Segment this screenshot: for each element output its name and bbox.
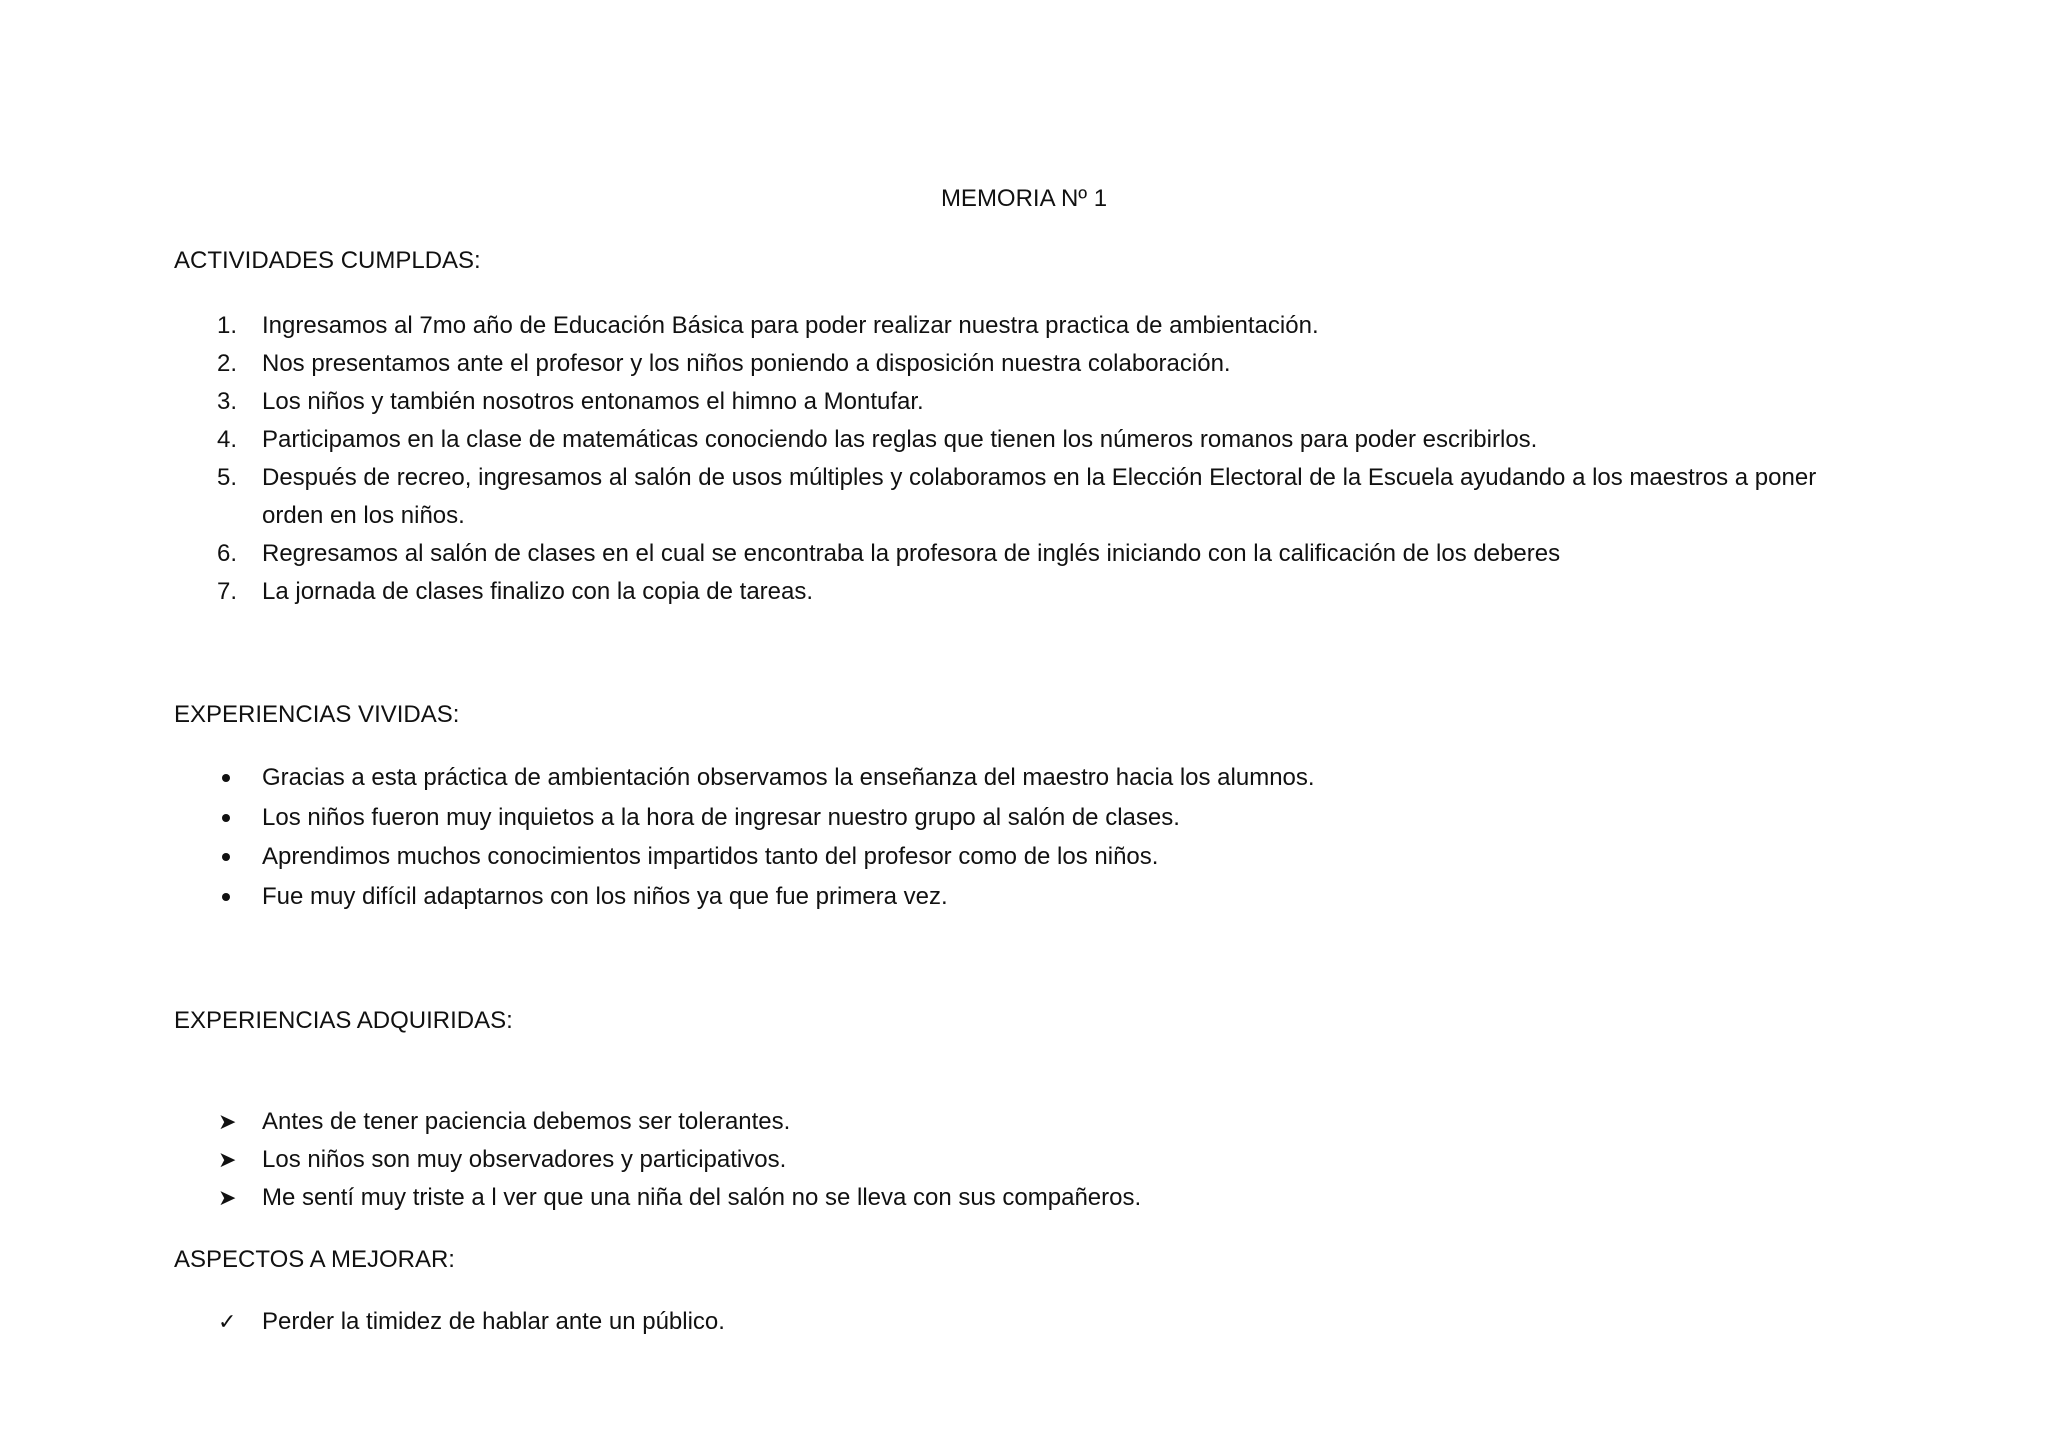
list-item-text: Antes de tener paciencia debemos ser tolerantes.: [262, 1108, 791, 1135]
list-item-text: Después de recreo, ingresamos al salón de usos múltiples y colaboramos en la Elección Electoral de la Escuela ayudando a los maestros a poner orden en los niños.: [262, 464, 1817, 529]
list-item: [174, 837, 1854, 877]
arrowhead-bullet-icon: ➤: [218, 1147, 237, 1172]
vividas-list: [174, 758, 1854, 916]
list-item: [174, 758, 1854, 798]
bullet-dot-icon: [222, 774, 230, 782]
list-item: [174, 459, 1854, 535]
list-number: 1.: [217, 312, 238, 339]
list-item-text: Los niños fueron muy inquietos a la hora de ingresar nuestro grupo al salón de clases.: [262, 803, 1180, 831]
list-item: [174, 573, 1854, 611]
list-item: [174, 421, 1854, 459]
list-item: [174, 535, 1854, 573]
list-item-text: Los niños y también nosotros entonamos el himno a Montufar.: [262, 388, 924, 415]
section-heading-actividades: ACTIVIDADES CUMPLDAS:: [174, 247, 481, 274]
list-item: [174, 798, 1854, 838]
arrowhead-bullet-icon: ➤: [218, 1185, 237, 1210]
list-item-text: Regresamos al salón de clases en el cual se encontraba la profesora de inglés iniciando con la calificación de los deberes: [262, 540, 1561, 567]
section-heading-vividas: EXPERIENCIAS VIVIDAS:: [174, 701, 460, 728]
list-item-text: Perder la timidez de hablar ante un público.: [262, 1308, 725, 1335]
list-number: 4.: [217, 426, 238, 453]
list-item: [174, 307, 1854, 345]
list-number: 6.: [217, 540, 238, 567]
list-item: [174, 1303, 1854, 1341]
section-heading-adquiridas: EXPERIENCIAS ADQUIRIDAS:: [174, 1007, 513, 1034]
list-item: [174, 877, 1854, 917]
section-heading-mejorar: ASPECTOS A MEJORAR:: [174, 1246, 455, 1273]
list-number: 7.: [217, 578, 238, 605]
list-number: 3.: [217, 388, 238, 415]
list-item-text: Participamos en la clase de matemáticas conociendo las reglas que tienen los números romanos para poder escribirlos.: [262, 426, 1538, 453]
list-item: [174, 1179, 1854, 1217]
list-item-text: Me sentí muy triste a l ver que una niña del salón no se lleva con sus compañeros.: [262, 1184, 1142, 1211]
list-item: [174, 1141, 1854, 1179]
list-item: [174, 1103, 1854, 1141]
mejorar-list: [174, 1303, 1854, 1341]
document-title: MEMORIA Nº 1: [940, 185, 1108, 212]
list-number: 5.: [217, 464, 238, 491]
list-number: 2.: [217, 350, 238, 377]
list-item-text: La jornada de clases finalizo con la copia de tareas.: [262, 578, 814, 605]
arrowhead-bullet-icon: ➤: [218, 1109, 237, 1134]
list-item-text: Los niños son muy observadores y participativos.: [262, 1146, 787, 1173]
actividades-list: [174, 307, 1854, 611]
list-item-text: Ingresamos al 7mo año de Educación Básica para poder realizar nuestra practica de ambientación.: [262, 312, 1319, 339]
list-item-text: Fue muy difícil adaptarnos con los niños ya que fue primera vez.: [262, 882, 948, 910]
checkmark-icon: ✓: [218, 1309, 237, 1334]
list-item: [174, 345, 1854, 383]
list-item: [174, 383, 1854, 421]
list-item-text: Aprendimos muchos conocimientos impartidos tanto del profesor como de los niños.: [262, 843, 1159, 870]
list-item-text: Gracias a esta práctica de ambientación observamos la enseñanza del maestro hacia los alumnos.: [262, 764, 1315, 791]
list-item-text: Nos presentamos ante el profesor y los niños poniendo a disposición nuestra colaboración.: [262, 350, 1231, 377]
bullet-dot-icon: [222, 893, 230, 901]
bullet-dot-icon: [222, 853, 230, 861]
bullet-dot-icon: [222, 814, 230, 822]
adquiridas-list: [174, 1103, 1854, 1217]
